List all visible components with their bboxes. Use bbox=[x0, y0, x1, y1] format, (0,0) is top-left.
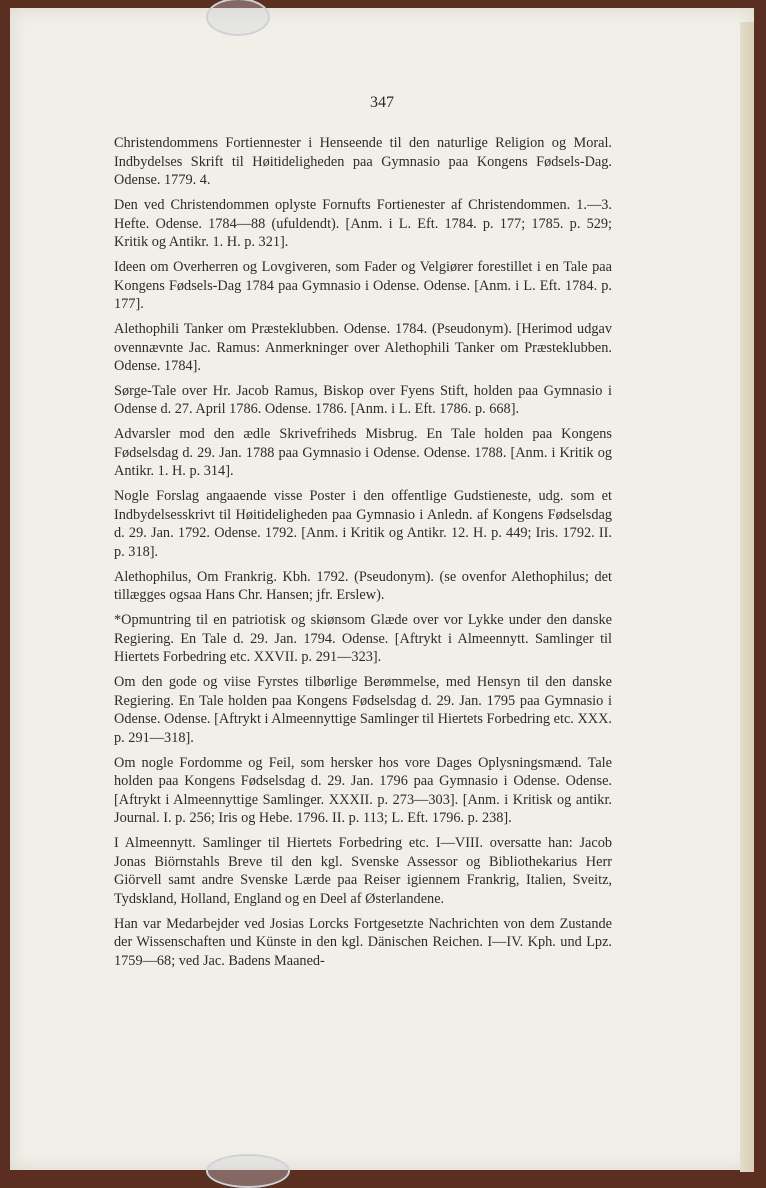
entry-4: Alethophili Tanker om Præsteklubben. Odense. 1784. (Pseudonym). [Herimod udgav ovennævnte Jac. Ramus: Anmerkninger over Alethophili Tanker om Præsteklubben. Odense. 1784]. bbox=[114, 320, 612, 375]
entry-3: Ideen om Overherren og Lovgiveren, som Fader og Velgiører forestillet i en Tale paa Kongens Fødsels-Dag 1784 paa Gymnasio i Odense. Odense. [Anm. i L. Eft. 1784. p. 177]. bbox=[114, 258, 612, 313]
entry-8: Alethophilus, Om Frankrig. Kbh. 1792. (Pseudonym). (se ovenfor Alethophilus; det tillægges ogsaa Hans Chr. Hansen; jfr. Erslew). bbox=[114, 568, 612, 604]
book-page bbox=[10, 8, 754, 1170]
entry-5: Sørge-Tale over Hr. Jacob Ramus, Biskop over Fyens Stift, holden paa Gymnasio i Odense d. 27. April 1786. Odense. 1786. [Anm. i L. Eft. 1786. p. 668]. bbox=[114, 382, 612, 418]
entry-9: *Opmuntring til en patriotisk og skiønsom Glæde over vor Lykke under den danske Regiering. En Tale d. 29. Jan. 1794. Odense. [Aftrykt i Almeennytt. Samlinger til Hiertets Forbedring etc. XXVII. p. 291—323]. bbox=[114, 612, 612, 666]
tape-mark-bottom bbox=[206, 1154, 290, 1188]
entry-7: Nogle Forslag angaaende visse Poster i den offentlige Gudstieneste, udg. som et Indbydelsesskrivt til Høitideligheden paa Gymnasio i Anledn. af Kongens Fødselsdag d. 29. Jan. 1792. Odense. 1792. [Anm. i Kritik og Antikr. 12. H. p. 449; Iris. 1792. II. p. 318]. bbox=[114, 488, 612, 560]
entry-2: Den ved Christendommen oplyste Fornufts Fortienester af Christendommen. 1.—3. Hefte. Odense. 1784—88 (ufuldendt). [Anm. i L. Eft. 1784. p. 177; 1785. p. 529; Kritik og Antikr. 1. H. p. 321]. bbox=[114, 196, 612, 251]
tape-mark-top bbox=[206, 0, 270, 36]
page-edge bbox=[740, 22, 754, 1172]
entry-6: Advarsler mod den ædle Skrivefriheds Misbrug. En Tale holden paa Kongens Fødselsdag d. 29. Jan. 1788 paa Gymnasio i Odense. Odense. 1788. [Anm. i Kritik og Antikr. 1. H. p. 314]. bbox=[114, 426, 612, 480]
entry-10: Om den gode og viise Fyrstes tilbørlige Berømmelse, med Hensyn til den danske Regiering. En Tale holden paa Kongens Fødselsdag d. 29. Jan. 1795 paa Gymnasio i Odense. Odense. [Aftrykt i Almeennyttige Samlinger til Hiertets Forbedring etc. XXX. p. 291—318]. bbox=[114, 674, 612, 746]
entry-13: Han var Medarbejder ved Josias Lorcks Fortgesetzte Nachrichten von dem Zustande der Wissenschaften und Künste in den kgl. Dänischen Reichen. I—IV. Kph. und Lpz. 1759—68; ved Jac. Badens Maaned- bbox=[114, 915, 612, 969]
entry-11: Om nogle Fordomme og Feil, som hersker hos vore Dages Oplysningsmænd. Tale holden paa Kongens Fødselsdag d. 29. Jan. 1796 paa Gymnasio i Odense. Odense. [Aftrykt i Almeennyttige Samlinger. XXXII. p. 273—303]. [Anm. i Kritisk og antikr. Journal. I. p. 256; Iris og Hebe. 1796. II. p. 113; L. Eft. 1796. p. 238]. bbox=[114, 754, 612, 827]
entry-12: I Almeennytt. Samlinger til Hiertets Forbedring etc. I—VIII. oversatte han: Jacob Jonas Biörnstahls Breve til den kgl. Svenske Assessor og Bibliothekarius Herr Giörvell samt andre Svenske Lærde paa Reiser igiennem Frankrig, Italien, Sveitz, Tydskland, Holland, England og en Deel af Østerlandene. bbox=[114, 835, 612, 908]
entry-1: Christendommens Fortiennester i Henseende til den naturlige Religion og Moral. Indbydelses Skrift til Høitideligheden paa Gymnasio paa Kongens Fødsels-Dag. Odense. 1779. 4. bbox=[114, 135, 612, 189]
bibliography-text bbox=[114, 134, 612, 977]
page-number: 347 bbox=[370, 94, 394, 111]
